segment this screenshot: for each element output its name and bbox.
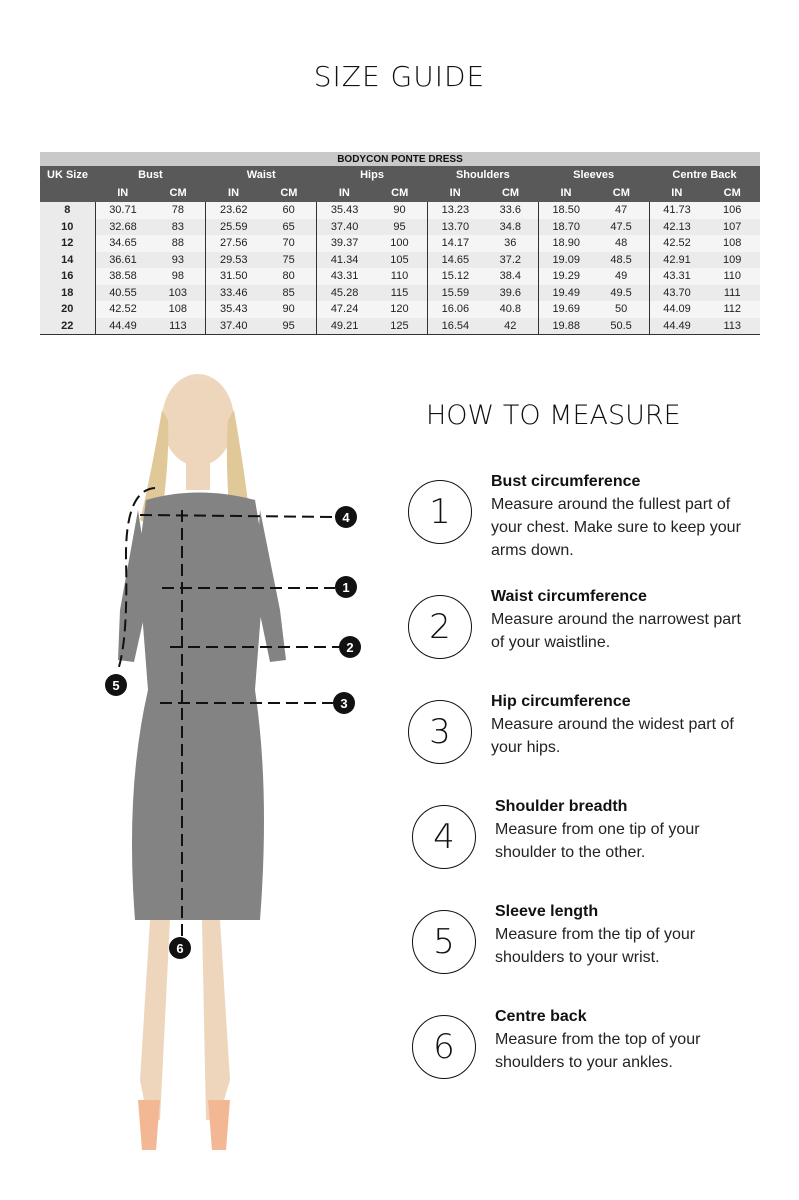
unit-header: IN	[649, 184, 704, 202]
value-cell: 13.23	[427, 202, 482, 219]
value-cell: 37.2	[483, 252, 538, 269]
value-cell: 13.70	[427, 219, 482, 236]
value-cell: 112	[704, 301, 760, 318]
value-cell: 90	[372, 202, 427, 219]
value-cell: 18.70	[538, 219, 593, 236]
value-cell: 15.12	[427, 268, 482, 285]
table-row	[40, 268, 760, 285]
table-row	[40, 252, 760, 269]
step-number-circle: 1	[408, 480, 472, 544]
value-cell: 33.46	[206, 285, 261, 302]
value-cell: 49.5	[594, 285, 649, 302]
marker-4: 4	[342, 510, 350, 525]
value-cell: 38.58	[95, 268, 150, 285]
value-cell: 36	[483, 235, 538, 252]
value-cell: 113	[704, 318, 760, 335]
value-cell: 95	[372, 219, 427, 236]
value-cell: 41.73	[649, 202, 704, 219]
value-cell: 35.43	[206, 301, 261, 318]
value-cell: 14.17	[427, 235, 482, 252]
marker-3: 3	[340, 696, 348, 711]
size-cell: 22	[40, 318, 95, 335]
unit-header: CM	[483, 184, 538, 202]
value-cell: 41.34	[317, 252, 372, 269]
value-cell: 36.61	[95, 252, 150, 269]
step-number-circle: 4	[412, 805, 476, 869]
value-cell: 60	[261, 202, 316, 219]
group-header: Centre Back	[649, 166, 760, 184]
value-cell: 44.09	[649, 301, 704, 318]
step-number-circle: 6	[412, 1015, 476, 1079]
value-cell: 35.43	[317, 202, 372, 219]
unit-header: IN	[206, 184, 261, 202]
value-cell: 43.70	[649, 285, 704, 302]
step-text: Measure from one tip of your shoulder to the other.	[495, 821, 700, 861]
step-title: Hip circumference	[491, 693, 631, 710]
value-cell: 48.5	[594, 252, 649, 269]
value-cell: 100	[372, 235, 427, 252]
step-title: Bust circumference	[491, 473, 641, 490]
unit-header: IN	[317, 184, 372, 202]
model-silhouette	[118, 374, 286, 1150]
page-title: SIZE GUIDE	[313, 60, 486, 93]
value-cell: 108	[704, 235, 760, 252]
value-cell: 23.62	[206, 202, 261, 219]
value-cell: 85	[261, 285, 316, 302]
step-text: Measure around the fullest part of your chest. Make sure to keep your arms down.	[491, 496, 741, 559]
value-cell: 19.69	[538, 301, 593, 318]
value-cell: 19.09	[538, 252, 593, 269]
value-cell: 42.52	[95, 301, 150, 318]
size-cell: 12	[40, 235, 95, 252]
size-header: UK Size	[40, 166, 95, 184]
model-figure	[90, 360, 390, 1180]
value-cell: 44.49	[649, 318, 704, 335]
value-cell: 18.90	[538, 235, 593, 252]
table-row	[40, 285, 760, 302]
unit-header: CM	[704, 184, 760, 202]
table-caption: BODYCON PONTE DRESS	[40, 152, 760, 166]
value-cell: 103	[150, 285, 205, 302]
step-number-circle: 5	[412, 910, 476, 974]
marker-6: 6	[176, 941, 184, 956]
group-header: Bust	[95, 166, 206, 184]
value-cell: 110	[372, 268, 427, 285]
table-row	[40, 235, 760, 252]
value-cell: 65	[261, 219, 316, 236]
table-row	[40, 318, 760, 335]
step-title: Sleeve length	[495, 903, 599, 920]
value-cell: 49.21	[317, 318, 372, 335]
value-cell: 14.65	[427, 252, 482, 269]
value-cell: 47	[594, 202, 649, 219]
unit-header: CM	[372, 184, 427, 202]
value-cell: 50.5	[594, 318, 649, 335]
value-cell: 111	[704, 285, 760, 302]
unit-header: CM	[150, 184, 205, 202]
how-to-measure-heading: HOW TO MEASURE	[426, 400, 681, 431]
value-cell: 78	[150, 202, 205, 219]
value-cell: 80	[261, 268, 316, 285]
value-cell: 38.4	[483, 268, 538, 285]
table-row	[40, 219, 760, 236]
marker-1: 1	[342, 580, 350, 595]
value-cell: 108	[150, 301, 205, 318]
size-table	[40, 152, 760, 335]
value-cell: 125	[372, 318, 427, 335]
value-cell: 18.50	[538, 202, 593, 219]
value-cell: 113	[150, 318, 205, 335]
value-cell: 37.40	[317, 219, 372, 236]
value-cell: 83	[150, 219, 205, 236]
value-cell: 30.71	[95, 202, 150, 219]
value-cell: 95	[261, 318, 316, 335]
group-header: Hips	[317, 166, 428, 184]
value-cell: 40.55	[95, 285, 150, 302]
value-cell: 107	[704, 219, 760, 236]
value-cell: 39.6	[483, 285, 538, 302]
value-cell: 115	[372, 285, 427, 302]
group-header: Sleeves	[538, 166, 649, 184]
step-title: Waist circumference	[491, 588, 647, 605]
value-cell: 109	[704, 252, 760, 269]
value-cell: 43.31	[317, 268, 372, 285]
value-cell: 47.24	[317, 301, 372, 318]
value-cell: 15.59	[427, 285, 482, 302]
value-cell: 33.6	[483, 202, 538, 219]
value-cell: 19.88	[538, 318, 593, 335]
value-cell: 16.06	[427, 301, 482, 318]
unit-header: IN	[538, 184, 593, 202]
value-cell: 19.49	[538, 285, 593, 302]
value-cell: 98	[150, 268, 205, 285]
step-text: Measure from the top of your shoulders to your ankles.	[495, 1031, 701, 1071]
value-cell: 120	[372, 301, 427, 318]
value-cell: 29.53	[206, 252, 261, 269]
marker-2: 2	[346, 640, 354, 655]
value-cell: 42.91	[649, 252, 704, 269]
value-cell: 88	[150, 235, 205, 252]
size-cell: 16	[40, 268, 95, 285]
value-cell: 44.49	[95, 318, 150, 335]
size-cell: 8	[40, 202, 95, 219]
size-cell: 10	[40, 219, 95, 236]
step-text: Measure around the widest part of your hips.	[491, 716, 734, 756]
table-row	[40, 301, 760, 318]
size-cell: 20	[40, 301, 95, 318]
value-cell: 110	[704, 268, 760, 285]
value-cell: 34.8	[483, 219, 538, 236]
table-row	[40, 202, 760, 219]
value-cell: 90	[261, 301, 316, 318]
value-cell: 42.52	[649, 235, 704, 252]
value-cell: 43.31	[649, 268, 704, 285]
value-cell: 37.40	[206, 318, 261, 335]
value-cell: 34.65	[95, 235, 150, 252]
unit-header: IN	[427, 184, 482, 202]
value-cell: 106	[704, 202, 760, 219]
unit-header: IN	[95, 184, 150, 202]
value-cell: 93	[150, 252, 205, 269]
value-cell: 48	[594, 235, 649, 252]
value-cell: 19.29	[538, 268, 593, 285]
value-cell: 42	[483, 318, 538, 335]
size-cell: 14	[40, 252, 95, 269]
value-cell: 32.68	[95, 219, 150, 236]
value-cell: 39.37	[317, 235, 372, 252]
value-cell: 27.56	[206, 235, 261, 252]
value-cell: 75	[261, 252, 316, 269]
group-header: Shoulders	[427, 166, 538, 184]
step-text: Measure from the tip of your shoulders to your wrist.	[495, 926, 696, 966]
step-number-circle: 2	[408, 595, 472, 659]
value-cell: 49	[594, 268, 649, 285]
value-cell: 42.13	[649, 219, 704, 236]
value-cell: 50	[594, 301, 649, 318]
value-cell: 45.28	[317, 285, 372, 302]
group-header: Waist	[206, 166, 317, 184]
unit-header: CM	[594, 184, 649, 202]
unit-header: CM	[261, 184, 316, 202]
step-number-circle: 3	[408, 700, 472, 764]
value-cell: 105	[372, 252, 427, 269]
value-cell: 40.8	[483, 301, 538, 318]
value-cell: 31.50	[206, 268, 261, 285]
value-cell: 70	[261, 235, 316, 252]
value-cell: 25.59	[206, 219, 261, 236]
size-cell: 18	[40, 285, 95, 302]
step-text: Measure around the narrowest part of your waistline.	[491, 611, 741, 651]
step-title: Centre back	[495, 1008, 587, 1025]
step-title: Shoulder breadth	[495, 798, 628, 815]
value-cell: 16.54	[427, 318, 482, 335]
value-cell: 47.5	[594, 219, 649, 236]
marker-5: 5	[112, 678, 120, 693]
